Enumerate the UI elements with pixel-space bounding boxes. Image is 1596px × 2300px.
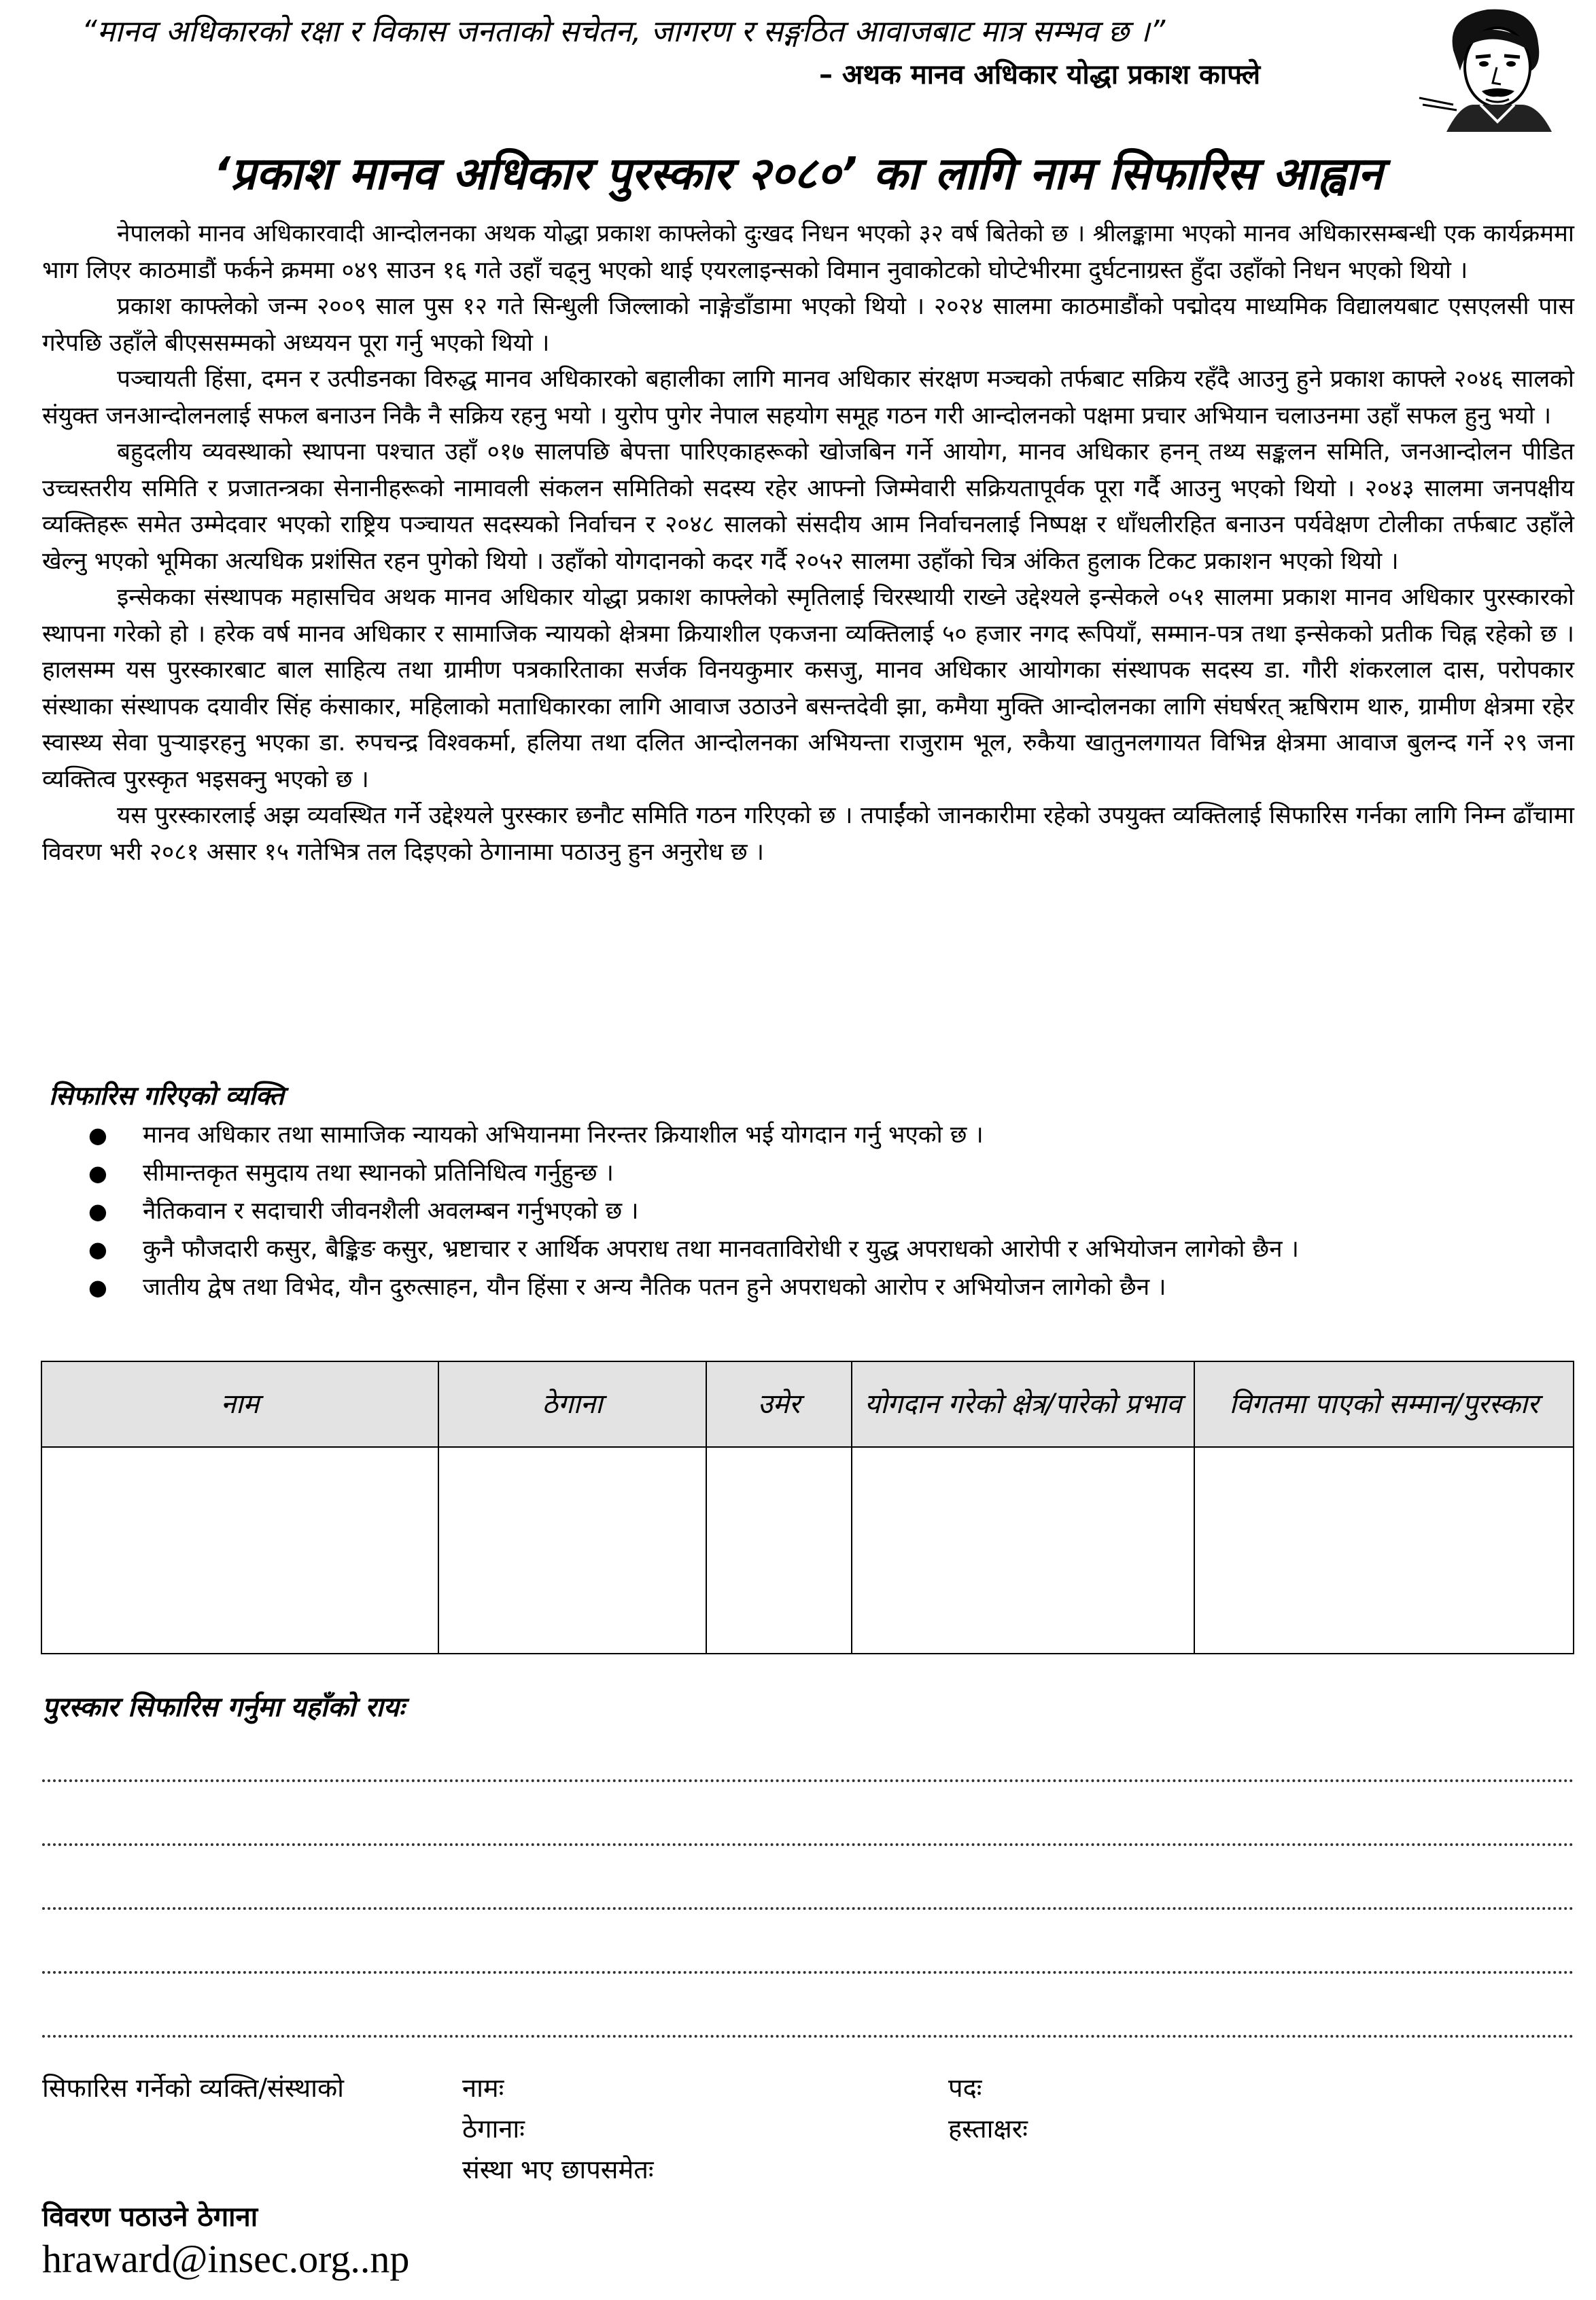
paragraph: यस पुरस्कारलाई अझ व्यवस्थित गर्ने उद्देश्यले पुरस्कार छनौट समिति गठन गरिएको छ । तपाईंको जानकारीमा रहेको उपयुक्त व्यक्तिलाई सिफारिस गर्नका लागि निम्न ढाँचामा विवरण भरी २०८१ असार १५ गतेभित्र तल दिइएको ठेगानामा पठाउनु हुन अनुरोध छ । — [42, 802, 1574, 866]
opinion-line[interactable] — [42, 1907, 1574, 1910]
bullet-icon: ● — [88, 1122, 107, 1148]
age-cell[interactable] — [706, 1447, 852, 1654]
list-item-text: सीमान्तकृत समुदाय तथा स्थानको प्रतिनिधित्व गर्नुहुन्छ । — [143, 1160, 614, 1187]
list-item-text: जातीय द्वेष तथा विभेद, यौन दुरुत्साहन, यौन हिंसा र अन्य नैतिक पतन हुने अपराधको आरोप र अभियोजन लागेको छैन । — [143, 1274, 1166, 1301]
list-item-text: मानव अधिकार तथा सामाजिक न्यायको अभियानमा निरन्तर क्रियाशील भई योगदान गर्नु भएको छ । — [143, 1121, 984, 1149]
column-header-awards: विगतमा पाएको सम्मान/पुरस्कार — [1194, 1361, 1574, 1447]
paragraph: प्रकाश काफ्लेको जन्म २००९ साल पुस १२ गते सिन्धुली जिल्लाको नाङ्गेडाँडामा भएको थियो । २०२४ सालमा काठमाडौंको पद्मोदय माध्यमिक विद्यालयबाट एसएलसी पास गरेपछि उहाँले बीएससम्मको अध्ययन पूरा गर्नु भएको थियो । — [42, 293, 1574, 357]
list-item — [88, 1232, 1570, 1266]
opinion-line[interactable] — [42, 1843, 1574, 1846]
page-header — [41, 5, 1373, 107]
list-item — [88, 1270, 1570, 1304]
list-item-text: नैतिकवान र सदाचारी जीवनशैली अवलम्बन गर्नुभएको छ । — [143, 1198, 639, 1225]
column-header-contribution: योगदान गरेको क्षेत्र/पारेको प्रभाव — [852, 1361, 1194, 1447]
name-field-label: नामः — [462, 2073, 504, 2103]
bullet-icon: ● — [88, 1236, 107, 1262]
opinion-line[interactable] — [42, 2035, 1574, 2038]
name-cell[interactable] — [41, 1447, 438, 1654]
list-item — [88, 1156, 1570, 1190]
table-header-row — [41, 1361, 1574, 1447]
header-quote: “मानव अधिकारको रक्षा र विकास जनताको सचेतन, जागरण र सङ्गठित आवाजबाट मात्र सम्भव छ ।” — [82, 14, 1166, 49]
signature-field-label: हस्ताक्षरः — [948, 2114, 1028, 2144]
awards-cell[interactable] — [1194, 1447, 1574, 1654]
contact-email[interactable]: hraward@insec.org..np — [42, 2237, 410, 2281]
paragraph: बहुदलीय व्यवस्थाको स्थापना पश्चात उहाँ ०१७ सालपछि बेपत्ता पारिएकाहरूको खोजबिन गर्ने आयोग, मानव अधिकार हनन् तथ्य सङ्कलन समिति, जनआन्दोलन पीडित उच्चस्तरीय समिति र प्रजातन्त्रका सेनानीहरूको नामावली संकलन समितिको सदस्य रहेर आफ्नो जिम्मेवारी सक्रियतापूर्वक पूरा गर्दै आउनु भएको थियो । २०४३ सालमा जनपक्षीय व्यक्तिहरू समेत उम्मेदवार भएको राष्ट्रिय पञ्चायत सदस्यको निर्वाचन र २०४८ सालको संसदीय आम निर्वाचनलाई निष्पक्ष र धाँधलीरहित बनाउन पर्यवेक्षण टोलीका तर्फबाट उहाँले खेल्नु भएको भूमिका अत्यधिक प्रशंसित रहन पुगेको थियो । उहाँको योगदानको कदर गर्दै २०५२ सालमा उहाँको चित्र अंकित हुलाक टिकट प्रकाशन भएको थियो । — [42, 438, 1574, 575]
page-title: ‘प्रकाश मानव अधिकार पुरस्कार २०८०’ का लागि नाम सिफारिस आह्वान — [213, 147, 1383, 200]
nominator-label: सिफारिस गर्नेको व्यक्ति/संस्थाको — [42, 2073, 344, 2103]
criteria-heading: सिफारिस गरिएको व्यक्ति — [49, 1081, 284, 1111]
bullet-icon: ● — [88, 1160, 107, 1186]
list-item — [88, 1118, 1570, 1152]
table-row — [41, 1447, 1574, 1654]
address-cell[interactable] — [438, 1447, 706, 1654]
column-header-age: उमेर — [706, 1361, 852, 1447]
header-attribution: – अथक मानव अधिकार योद्धा प्रकाश काफ्ले — [819, 59, 1261, 90]
contact-label: विवरण पठाउने ठेगाना — [42, 2201, 258, 2233]
opinion-label: पुरस्कार सिफारिस गर्नुमा यहाँको रायः — [42, 1692, 405, 1723]
paragraph: पञ्चायती हिंसा, दमन र उत्पीडनका विरुद्ध मानव अधिकारको बहालीका लागि मानव अधिकार संरक्षण मञ्चको तर्फबाट सक्रिय रहँदै आउनु हुने प्रकाश काफ्ले २०४६ सालको संयुक्त जनआन्दोलनलाई सफल बनाउन निकै नै सक्रिय रहनु भयो । युरोप पुगेर नेपाल सहयोग समूह गठन गरी आन्दोलनको पक्षमा प्रचार अभियान चलाउनमा उहाँ सफल हुनु भयो । — [42, 366, 1574, 430]
address-field-label: ठेगानाः — [462, 2114, 525, 2144]
portrait-illustration — [1406, 3, 1576, 132]
stamp-field-label: संस्था भए छापसमेतः — [462, 2155, 654, 2184]
paragraph: इन्सेकका संस्थापक महासचिव अथक मानव अधिकार योद्धा प्रकाश काफ्लेको स्मृतिलाई चिरस्थायी राख्ने उद्देश्यले इन्सेकले ०५१ सालमा प्रकाश मानव अधिकार पुरस्कारको स्थापना गरेको हो । हरेक वर्ष मानव अधिकार र सामाजिक न्यायको क्षेत्रमा क्रियाशील एकजना व्यक्तिलाई ५० हजार नगद रूपियाँ, सम्मान-पत्र तथा इन्सेकको प्रतीक चिह्न रहेको छ । हालसम्म यस पुरस्कारबाट बाल साहित्य तथा ग्रामीण पत्रकारिताका सर्जक विनयकुमार कसजु, मानव अधिकार आयोगका संस्थापक सदस्य डा. गौरी शंकरलाल दास, परोपकार संस्थाका संस्थापक दयावीर सिंह कंसाकार, महिलाको मताधिकारका लागि आवाज उठाउने बसन्तदेवी झा, कमैया मुक्ति आन्दोलनका लागि संघर्षरत् ऋषिराम थारु, ग्रामीण क्षेत्रमा रहेर स्वास्थ्य सेवा पुऱ्याइरहनु भएका डा. रुपचन्द्र विश्वकर्मा, हलिया तथा दलित आन्दोलनका अभियन्ता राजुराम भूल, रुकैया खातुनलगायत विभिन्न क्षेत्रमा आवाज बुलन्द गर्ने २९ जना व्यक्तित्व पुरस्कृत भइसक्नु भएको छ । — [42, 584, 1575, 793]
paragraph: नेपालको मानव अधिकारवादी आन्दोलनका अथक योद्धा प्रकाश काफ्लेको दुःखद निधन भएको ३२ वर्ष बितेको छ । श्रीलङ्कामा भएको मानव अधिकारसम्बन्धी एक कार्यक्रममा भाग लिएर काठमाडौं फर्कने क्रममा ०४९ साउन १६ गते उहाँ चढ्नु भएको थाई एयरलाइन्सको विमान नुवाकोटको घोप्टेभीरमा दुर्घटनाग्रस्त हुँदा उहाँको निधन भएको थियो । — [42, 220, 1574, 284]
column-header-name: नाम — [41, 1361, 438, 1447]
list-item — [88, 1194, 1570, 1228]
bullet-icon: ● — [88, 1198, 107, 1224]
opinion-line[interactable] — [42, 1779, 1574, 1782]
list-item-text: कुनै फौजदारी कसुर, बैङ्किङ कसुर, भ्रष्टाचार र आर्थिक अपराध तथा मानवताविरोधी र युद्ध अपराधको आरोपी र अभियोजन लागेको छैन । — [143, 1236, 1299, 1263]
column-header-address: ठेगाना — [438, 1361, 706, 1447]
body-text — [42, 216, 1574, 871]
contribution-cell[interactable] — [852, 1447, 1194, 1654]
criteria-list — [88, 1118, 1570, 1308]
bullet-icon: ● — [88, 1274, 107, 1300]
post-field-label: पदः — [948, 2073, 982, 2103]
opinion-line[interactable] — [42, 1971, 1574, 1974]
nomination-table — [41, 1361, 1574, 1654]
